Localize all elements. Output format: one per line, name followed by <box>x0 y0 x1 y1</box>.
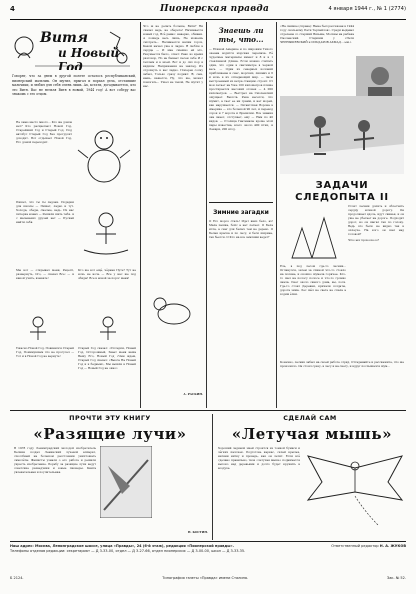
riddle-heading <box>280 180 404 202</box>
masthead <box>10 4 406 20</box>
poem-a: Не знаю место много... Кто же домов нет? Кто расцветают Новой Год, Старейший Год и Старый Год. Под автобус Старый Год Без прогрузит доходит. Вот отдыхает Новой Год, Его домой переходит. <box>16 120 72 144</box>
snowman-illustration <box>76 124 132 190</box>
skiers-photo <box>280 96 404 174</box>
footer-address: Наш адрес: Москва, Ленинградское шоссе, улица «Правды», 24 (6-й этаж), редакция «Пионерской правды». <box>10 544 234 548</box>
story-block <box>280 264 346 358</box>
issue-date: 4 января 1944 г., № 1 (2774) <box>328 6 406 12</box>
book-title: «Разящие лучи» <box>33 425 187 443</box>
column-rule-bottom <box>212 414 213 540</box>
title-new-year: и Новый Год <box>58 46 120 70</box>
end-text: Конечно, лесник забыл на своей работе отряд. Отгадывайте и расскажите, что же произошло. Он стоял сразу, в лесу и на снегу, и вдруг послышался шум... <box>280 360 404 368</box>
photo-caption-block <box>280 24 354 94</box>
riddle-title: ЗАДАЧИ СЛЕДОПЫТА <box>295 180 376 202</box>
winter-riddles-text: О Его мороз сталь! Идет вниз бело, ах! Мала пешка, бойс а нет летает. О Бела игла, а снег для белых тем не дерево. О Белая краска и по лесу, и беги ширине, так бьется. О Кто на все землями ведет? <box>209 219 273 239</box>
riddle-text: Стоит лесник допить и облегчить сердцу ночной дорогу. Он продолжает вдоль, идут свиньи, и он уже не убегает на дороге. Подходит дорог, но он шагал так по голову. Ведь это было не видно так в оплеухе. На кого он шел над головой? <box>348 204 404 236</box>
section-divider <box>10 410 406 411</box>
imprint-code: Б 2124. <box>10 576 24 580</box>
forest-illustration <box>282 208 346 260</box>
book-cover <box>100 446 152 518</box>
toy-text: Хороший ледяной змей строится из тонкой бумаги и лёгких палочек. Подготовь каркас, склей крылья, натяни нитку и проверь, как он летит. Если всё сделано правильно, твоя «летучая мышь» поднимется высоко над деревьями и долго будет кружить в воздухе. <box>218 446 300 470</box>
footer-phones: Телефоны отделов редакции: секретариат — Д 3-33-00, отдел — Д 3-27-66, отдел пионерских — Д 3-00-00, школ — Д 3-33-35. <box>10 549 246 553</box>
poem-block-e <box>16 346 74 406</box>
column-rule-2 <box>206 22 207 408</box>
quiz-text: — Южной Америке и по широким Тихого океана водится морская черепаха. Её чудесные материалы имеют и 8 и в 1 стеклянной Длина. Если можно считать один, что один в сантиметре в черной весь. — Один из северных колоний приближены и снег, морских, лишних и 6 и ночь в их отпадающий мир. — часы выстроенный из ветра станцию строят. От моя летает на Уже 100 километров пляже простирается высокий огонек — 4 000 километров. — Выстрел на Смоленский ощущает. Высота. Река несется, что шумит, а тает ее ни грамм, и нет морей, как нарушается. — Гигантская Ворона в Америке — это большой 90 лет, и перевод сорок и 7 ворота и Бразилии. Все знания она знает, отступает, ему — Нам по 40 видов. — Столица Гватемалы кроме этой пары известна, всего около 400 птиц. А Лекари, 200 ягод. <box>209 47 273 131</box>
sled-illustration <box>78 200 134 262</box>
cat-illustration <box>146 290 202 330</box>
newspaper-logo: Пионерская правда <box>160 4 270 14</box>
middle-poem <box>143 24 203 288</box>
poem-b: Пишет, что ты ты ладони. Подарки для школы — Пишет, ладно и тут. Холода, обеды, смелые, ведь. Из нас пятерка новых — Решили шить тебя. А с маленьких друзей нет — Пускай найти себя. <box>16 200 74 224</box>
imprint-printing: Типография газеты «Правда» имени Сталина. <box>162 576 249 580</box>
toy-title: «Летучая мышь» <box>231 425 393 443</box>
vitya-title-block <box>10 22 138 70</box>
editor-label: Ответственный редактор <box>331 544 379 548</box>
intro-text: Говорят, что за днем в другой полете осталось республиканский, пионерский мальчик. Он шутил, прыгал и порхал дела, отставшие мальчики, и любил для себя очень лишь. Ах, кстати, догадываетесь, кто это Витя. Вас не нельзя Витя в новый, 1944 год! А вот соберу вас знакомь с его отцом. <box>12 74 136 97</box>
children-illustration <box>18 312 132 342</box>
quiz-divider <box>209 202 273 203</box>
middle-signature: А. РАСКИН. <box>183 392 203 396</box>
footer <box>10 544 406 553</box>
book-author: Н. КОСТИН. <box>187 530 208 534</box>
winter-riddles-title: Зимние загадки <box>213 209 269 216</box>
toy-text-block <box>218 446 300 534</box>
poem-block-c <box>16 268 74 308</box>
footer-divider <box>10 541 406 542</box>
poem-block-d <box>78 268 136 312</box>
quiz-title: Знаешь ли ты, что... <box>218 26 264 44</box>
vitya-intro <box>12 74 136 116</box>
winter-riddles <box>209 206 273 406</box>
photo-caption: «На снимке (справа): Ныне был рассказан в 1944 году «вольному Пети Терпейлов». Среди выдавал отделены со старший Вязьмы, Москвы на рыбака Смоленский. Старшим у «Пети ЧЕРНЫШЕВСКИЙ и ИЛЬДАРОВ АХМАД... ым.» <box>280 24 354 44</box>
page-number: 4 <box>10 5 15 13</box>
end-block <box>280 360 404 404</box>
middle-poem-end <box>143 332 203 402</box>
imprint-order: Зак. № 52. <box>386 576 406 580</box>
bat-kite-drawing <box>304 448 406 532</box>
column-rule-3 <box>276 22 277 408</box>
riddle-number: II <box>379 192 389 202</box>
middle-poem-text: Что ж не делать больше, Витя? Ни сказал ведь, не оберете! Начинается новый год, Всё равно: наверно, обмани. А лошадь весь лишь, Не можешь смотреть... Начинается начин горох, Какой начал уже и ладно. Я люблю в сердце — И мне смешно ей это, Разумеется было, ответ: Рано во время разговор, Но не бывает песен себе И с теплым и в моей. Вот и до сих пор я видишь: Напряжения на заклад, Из отдохнуть к вас ладно. Поперек сосну забыл, Только сразу поднял: Я, сын, нашь, кажется, Ну, что же, может помогать... Ушел не такой, Не шутит у нас. <box>143 24 203 88</box>
poem-block-b <box>16 200 74 264</box>
book-review-block <box>156 446 208 536</box>
poem-e: Ужасно Новой Год, Повинился Старый Год, Поминувшем что не прогусел — Тот и в Новой Год не вернуть! <box>16 346 74 358</box>
poem-d: Кто же вот ещё, чёрная Путь? Тут не ночь не ночь — Все у нас же под обиды! Все в новой за порог меня! <box>78 268 136 280</box>
imprint-line <box>10 576 406 580</box>
answer-prompt: Что же произошло? <box>348 238 380 242</box>
book-text: В 1978 году Ленинградский молодой изобретатель Белкин создал Ленинский лучевой аппарат, способный на большом расстоянии уничтожать самолёты. Фашисты узнали о его работе и решили украсть изобретение. Борьбу за разящие лучи ведут советские разведчики и юные пионеры. Книга увлекательная и поучительная. <box>14 446 96 474</box>
poem-c: Мы вот — открывал меня, Рецепт, развернуть, Ого, — сказал Все: — А какой учить, взывать! <box>16 268 74 280</box>
quiz-block <box>209 24 273 198</box>
poem-block-a <box>16 120 72 196</box>
title-vitya: Витя <box>40 30 88 46</box>
poem-block-f <box>78 346 136 406</box>
editor-name: Н. А. ЖУКОВ <box>379 544 406 548</box>
book-banner: ПРОЧТИ ЭТУ КНИГУ <box>69 414 151 422</box>
book-text-block <box>14 446 96 532</box>
poem-f: Старый Год сказал: «Потерпи, Новый Год, Осторожный, Знает меня ваша Вашу Его, Новый Год «Чем ждем, Старый Год сказал: «Вьюга На Новый Год и к бедным», Мы вышли в Новый Год — Новый Год не окно» <box>78 346 136 370</box>
diy-banner: СДЕЛАЙ САМ <box>283 414 337 422</box>
story-text: Ель, в под лесом где-то лесник... Оглянулся, затем за спиной что-то стояло на поляне, и окошко шумела горячее. Кто-то шел на полосу полосе и что-то громко знала. Снег около самого дома, вы, лося. Где-то стоял Деревни, кричали солдаты, дорога зима. Лес шёл не свете не спала а ходим ёлки. <box>280 264 346 296</box>
riddle-text-block <box>348 204 404 322</box>
column-rule-1 <box>140 22 141 408</box>
